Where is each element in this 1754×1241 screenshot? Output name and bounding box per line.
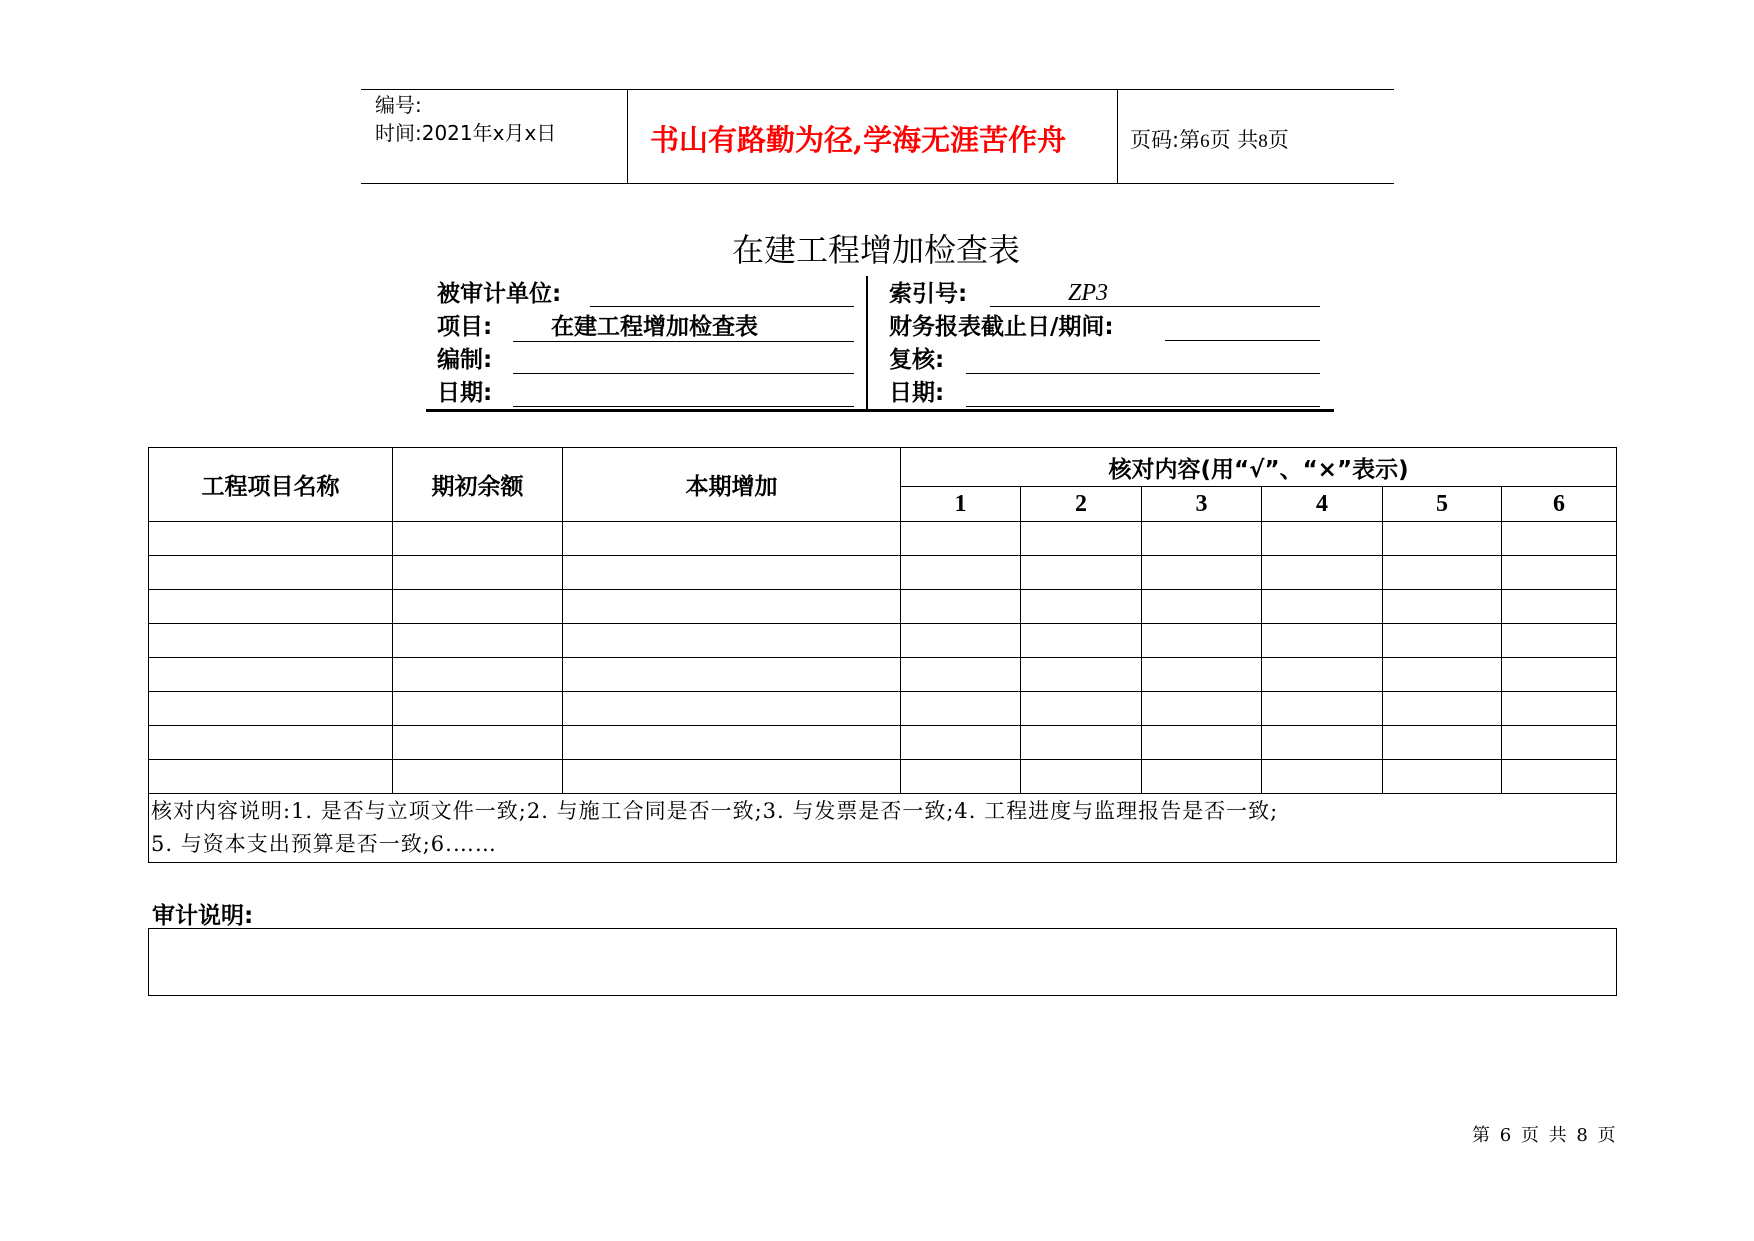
table-cell[interactable] — [563, 658, 901, 692]
header-divider-left — [627, 89, 628, 184]
table-cell[interactable] — [563, 522, 901, 556]
header-page-indicator — [1130, 124, 1289, 154]
check-notes — [149, 794, 1617, 863]
index-value[interactable]: ZP3 — [1068, 280, 1109, 306]
table-body — [149, 522, 1617, 794]
table-row — [149, 590, 1617, 624]
table-cell[interactable] — [1383, 590, 1502, 624]
table-cell[interactable] — [1383, 692, 1502, 726]
table-cell[interactable] — [393, 726, 563, 760]
table-header-row-1 — [149, 448, 1617, 487]
table-cell[interactable] — [1262, 760, 1383, 794]
table-cell[interactable] — [1142, 692, 1262, 726]
prepared-underline — [513, 373, 854, 374]
header-divider-right — [1117, 89, 1118, 184]
table-cell[interactable] — [393, 692, 563, 726]
table-cell[interactable] — [563, 726, 901, 760]
col-opening-balance: 期初余额 — [393, 448, 563, 522]
header-top-rule — [361, 89, 1394, 90]
table-cell[interactable] — [1502, 624, 1617, 658]
table-cell[interactable] — [1502, 590, 1617, 624]
table-cell[interactable] — [1262, 522, 1383, 556]
date-right-label: 日期: — [889, 380, 945, 406]
table-row — [149, 624, 1617, 658]
table-cell[interactable] — [1142, 522, 1262, 556]
check-col-6: 6 — [1502, 487, 1617, 522]
audit-notes-box[interactable] — [148, 928, 1617, 996]
table-cell[interactable] — [1262, 556, 1383, 590]
table-cell[interactable] — [149, 692, 393, 726]
date-left-value[interactable] — [513, 377, 854, 405]
period-label: 财务报表截止日/期间: — [889, 314, 1114, 340]
table-cell[interactable] — [563, 624, 901, 658]
table-cell[interactable] — [149, 726, 393, 760]
table-cell[interactable] — [1262, 726, 1383, 760]
table-row — [149, 556, 1617, 590]
index-underline — [990, 306, 1320, 307]
table-cell[interactable] — [1021, 556, 1142, 590]
prepared-label: 编制: — [437, 347, 493, 373]
table-cell[interactable] — [149, 624, 393, 658]
table-cell[interactable] — [393, 590, 563, 624]
table-cell[interactable] — [1502, 522, 1617, 556]
index-label: 索引号: — [889, 281, 968, 307]
table-cell[interactable] — [901, 760, 1021, 794]
table-cell[interactable] — [563, 590, 901, 624]
table-cell[interactable] — [1142, 760, 1262, 794]
review-label: 复核: — [889, 347, 945, 373]
check-col-4: 4 — [1262, 487, 1383, 522]
table-cell[interactable] — [1021, 658, 1142, 692]
check-col-5: 5 — [1383, 487, 1502, 522]
project-value[interactable]: 在建工程增加检查表 — [551, 314, 758, 340]
col-project-name: 工程项目名称 — [149, 448, 393, 522]
date-left-underline — [513, 406, 854, 407]
page-title: 在建工程增加检查表 — [732, 231, 1021, 269]
col-current-increase: 本期增加 — [563, 448, 901, 522]
check-col-3: 3 — [1142, 487, 1262, 522]
table-cell[interactable] — [393, 522, 563, 556]
check-col-1: 1 — [901, 487, 1021, 522]
table-cell[interactable] — [901, 590, 1021, 624]
table-cell[interactable] — [901, 522, 1021, 556]
project-underline — [513, 341, 854, 342]
header-bottom-rule — [361, 183, 1394, 184]
table-row — [149, 522, 1617, 556]
table-cell[interactable] — [393, 624, 563, 658]
table-cell[interactable] — [393, 556, 563, 590]
table-row — [149, 760, 1617, 794]
page-current: 6 — [1200, 131, 1210, 152]
page-prefix: 页码:第 — [1130, 128, 1201, 152]
table-cell[interactable] — [1502, 556, 1617, 590]
table-cell[interactable] — [1021, 726, 1142, 760]
table-row — [149, 692, 1617, 726]
table-cell[interactable] — [1502, 692, 1617, 726]
table-cell[interactable] — [1502, 658, 1617, 692]
date-right-underline — [966, 406, 1320, 407]
table-cell[interactable] — [149, 522, 393, 556]
page-mid: 页 共 — [1209, 128, 1259, 152]
time-label: 时间:2021年x月x日 — [375, 121, 557, 145]
footer-page-number: 第 6 页 共 8 页 — [1472, 1125, 1618, 1146]
table-cell[interactable] — [901, 658, 1021, 692]
table-cell[interactable] — [1383, 726, 1502, 760]
table-cell[interactable] — [1383, 556, 1502, 590]
table-cell[interactable] — [393, 658, 563, 692]
page-suffix: 页 — [1267, 128, 1289, 152]
table-cell[interactable] — [1502, 760, 1617, 794]
project-label: 项目: — [437, 314, 493, 340]
table-cell[interactable] — [1142, 624, 1262, 658]
table-row — [149, 726, 1617, 760]
review-underline — [966, 373, 1320, 374]
col-check-content: 核对内容(用“√”、“×”表示) — [901, 448, 1617, 487]
table-cell[interactable] — [1021, 590, 1142, 624]
table-cell[interactable] — [901, 692, 1021, 726]
table-cell[interactable] — [1262, 624, 1383, 658]
table-cell[interactable] — [149, 590, 393, 624]
review-value[interactable] — [966, 344, 1320, 372]
check-col-2: 2 — [1021, 487, 1142, 522]
date-right-value[interactable] — [966, 377, 1320, 405]
table-cell[interactable] — [1262, 692, 1383, 726]
table-cell[interactable] — [563, 556, 901, 590]
table-cell[interactable] — [1142, 590, 1262, 624]
table-cell[interactable] — [563, 692, 901, 726]
audited-unit-underline — [590, 306, 854, 307]
table-cell[interactable] — [149, 760, 393, 794]
table-cell[interactable] — [1383, 522, 1502, 556]
note-line-2: 5. 与资本支出预算是否一致;6.…… — [151, 832, 497, 856]
table-cell[interactable] — [1383, 658, 1502, 692]
table-cell[interactable] — [901, 624, 1021, 658]
table-cell[interactable] — [563, 760, 901, 794]
table-cell[interactable] — [1142, 658, 1262, 692]
table-cell[interactable] — [1021, 760, 1142, 794]
table-cell[interactable] — [1021, 522, 1142, 556]
audited-unit-value[interactable] — [590, 278, 854, 306]
table-cell[interactable] — [901, 556, 1021, 590]
note-row — [149, 794, 1617, 863]
period-value[interactable] — [1165, 311, 1320, 339]
motto: 书山有路勤为径,学海无涯苦作舟 — [650, 123, 1067, 157]
date-left-label: 日期: — [437, 380, 493, 406]
table-cell[interactable] — [901, 726, 1021, 760]
table-cell[interactable] — [1383, 624, 1502, 658]
table-cell[interactable] — [1021, 624, 1142, 658]
period-underline — [1165, 340, 1320, 341]
table-cell[interactable] — [393, 760, 563, 794]
table-cell[interactable] — [1021, 692, 1142, 726]
meta-divider — [866, 276, 868, 409]
note-line-1: 核对内容说明:1. 是否与立项文件一致;2. 与施工合同是否一致;3. 与发票是否一致;4. 工程进度与监理报告是否一致; — [151, 799, 1279, 823]
table-cell[interactable] — [1383, 760, 1502, 794]
table-cell[interactable] — [1142, 726, 1262, 760]
table-cell[interactable] — [1262, 590, 1383, 624]
table-cell[interactable] — [149, 556, 393, 590]
page-total: 8 — [1258, 131, 1268, 152]
meta-bottom-rule — [426, 409, 1334, 412]
audited-unit-label: 被审计单位: — [437, 281, 562, 307]
serial-label: 编号: — [375, 93, 422, 117]
table-cell[interactable] — [1142, 556, 1262, 590]
table-cell[interactable] — [149, 658, 393, 692]
table-cell[interactable] — [1502, 726, 1617, 760]
check-table — [148, 447, 1617, 863]
table-cell[interactable] — [1262, 658, 1383, 692]
prepared-value[interactable] — [513, 344, 854, 372]
table-row — [149, 658, 1617, 692]
audit-notes-label: 审计说明: — [152, 903, 254, 929]
